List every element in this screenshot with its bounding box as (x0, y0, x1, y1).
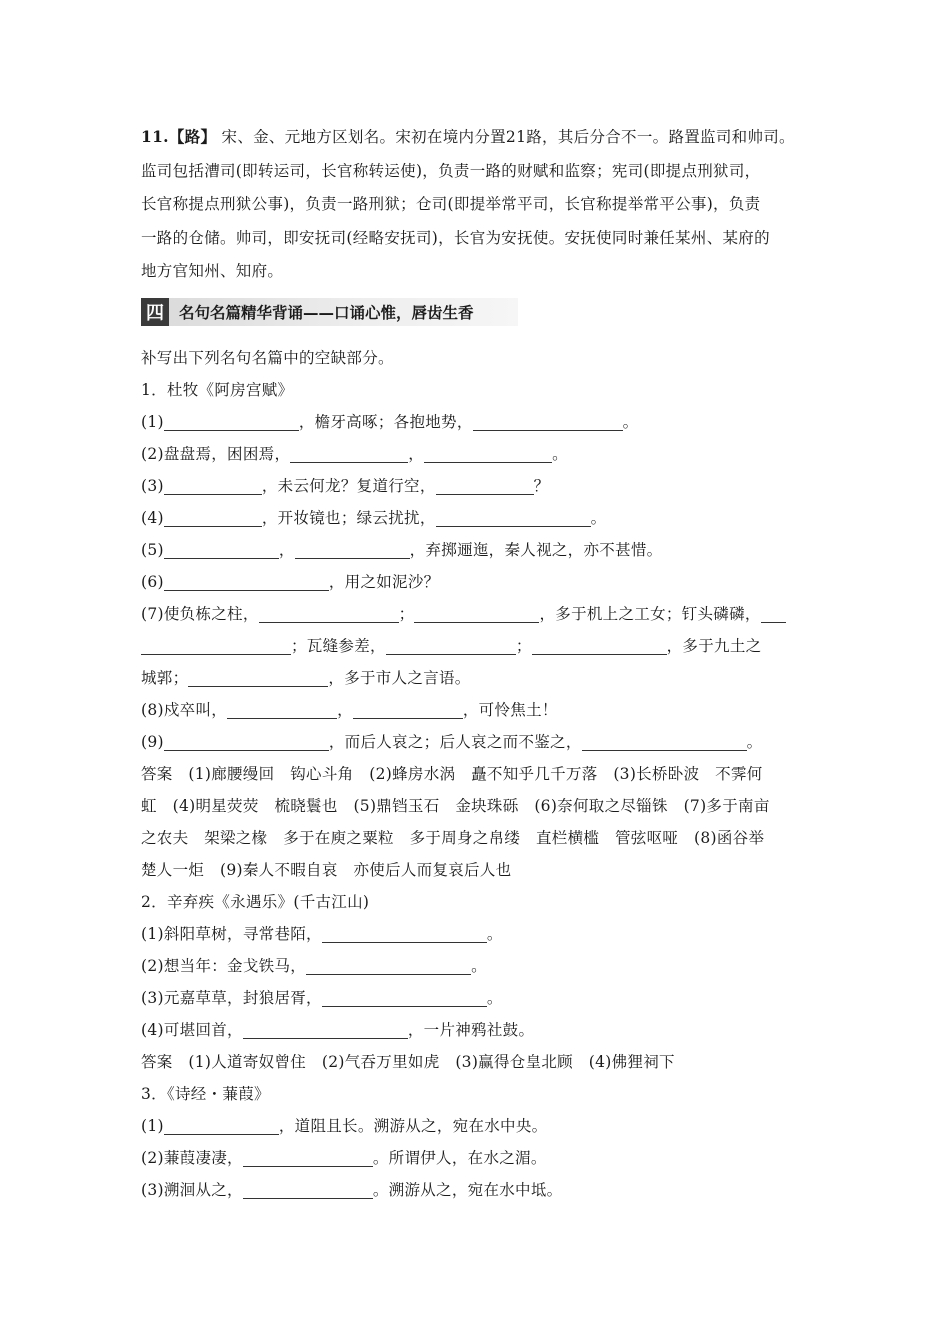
intro-line: 11.【路】 宋、金、元地方区划名。宋初在境内分置21路，其后分合不一。路置监司和帅司。 (141, 127, 795, 146)
fill-blank[interactable] (164, 538, 279, 559)
fill-blank[interactable] (227, 698, 337, 719)
fill-blank[interactable] (243, 1178, 373, 1199)
exercise-content (141, 342, 821, 1206)
q1-item-9: (9) ，而后人哀之；后人哀之而不鉴之， 。 (141, 726, 821, 758)
fill-blank[interactable] (582, 730, 747, 751)
q2-item-3: (3)元嘉草草，封狼居胥， 。 (141, 982, 821, 1014)
q1-item-6: (6) ，用之如泥沙？ (141, 566, 821, 598)
section-title: 名句名篇精华背诵——口诵心惟，唇齿生香 (179, 304, 474, 322)
intro-line: 地方官知州、知府。 (141, 262, 284, 280)
fill-blank[interactable] (188, 666, 328, 687)
fill-blank[interactable] (424, 442, 552, 463)
q1-item-7-cont: ；瓦缝参差， ； ，多于九土之 (141, 630, 821, 662)
fill-blank[interactable] (164, 474, 262, 495)
intro-paragraph (141, 120, 821, 289)
instruction: 补写出下列名句名篇中的空缺部分。 (141, 349, 394, 367)
fill-blank[interactable] (164, 410, 299, 431)
q1-answer-line: 之农夫 架梁之椽 多于在庾之粟粒 多于周身之帛缕 直栏横槛 管弦呕哑 (8)函谷举 (141, 829, 765, 847)
section-number-badge: 四 (141, 298, 169, 326)
q3-item-1: (1) ，道阻且长。溯游从之，宛在水中央。 (141, 1110, 821, 1142)
fill-blank[interactable] (436, 474, 534, 495)
q1-item-8: (8)戍卒叫， ， ，可怜焦土！ (141, 694, 821, 726)
q2-item-4: (4)可堪回首， ，一片神鸦社鼓。 (141, 1014, 821, 1046)
q1-title: 1．杜牧《阿房宫赋》 (141, 381, 294, 399)
q2-answer: 答案 (1)人道寄奴曾住 (2)气吞万里如虎 (3)赢得仓皇北顾 (4)佛狸祠下 (141, 1053, 675, 1071)
fill-blank[interactable] (243, 1018, 408, 1039)
intro-line: 一路的仓储。帅司，即安抚司(经略安抚司)，长官为安抚使。安抚使同时兼任某州、某府的 (141, 228, 770, 247)
fill-blank[interactable] (243, 1146, 373, 1167)
q1-item-7-cont2: 城郭； ，多于市人之言语。 (141, 662, 821, 694)
fill-blank[interactable] (259, 602, 399, 623)
fill-blank[interactable] (436, 506, 591, 527)
q1-answer-line: 答案 (1)廊腰缦回 钩心斗角 (2)蜂房水涡 矗不知乎几千万落 (3)长桥卧波 不霁何 (141, 765, 763, 783)
fill-blank[interactable] (353, 698, 463, 719)
q1-answer-line: 虹 (4)明星荧荧 梳晓鬟也 (5)鼎铛玉石 金块珠砾 (6)奈何取之尽锱铢 (7)多于南亩 (141, 797, 770, 815)
q2-item-2: (2)想当年：金戈铁马， 。 (141, 950, 821, 982)
q2-item-1: (1)斜阳草树，寻常巷陌， 。 (141, 918, 821, 950)
fill-blank[interactable] (414, 602, 539, 623)
fill-blank[interactable] (164, 730, 329, 751)
q3-item-3: (3)溯洄从之， 。溯游从之，宛在水中坻。 (141, 1174, 821, 1206)
q1-item-1: (1) ，檐牙高啄；各抱地势， 。 (141, 406, 821, 438)
q1-item-3: (3) ，未云何龙？复道行空， ？ (141, 470, 821, 502)
fill-blank[interactable] (473, 410, 623, 431)
fill-blank[interactable] (164, 1114, 279, 1135)
q1-item-5: (5) ， ，弃掷逦迤，秦人视之，亦不甚惜。 (141, 534, 821, 566)
fill-blank[interactable] (322, 986, 487, 1007)
fill-blank[interactable] (164, 506, 262, 527)
fill-blank[interactable] (295, 538, 410, 559)
fill-blank[interactable] (386, 634, 516, 655)
q3-title: 3．《诗经・蒹葭》 (141, 1085, 270, 1103)
q1-item-4: (4) ，开妆镜也；绿云扰扰， 。 (141, 502, 821, 534)
intro-label: 11.【路】 (141, 127, 217, 146)
fill-blank[interactable] (290, 442, 408, 463)
section-header (141, 298, 518, 326)
q1-item-7: (7)使负栋之柱， ； ，多于机上之工女；钉头磷磷， (141, 598, 821, 630)
fill-blank[interactable] (141, 634, 291, 655)
intro-line: 长官称提点刑狱公事)，负责一路刑狱；仓司(即提举常平司，长官称提举常平公事)，负责 (141, 195, 761, 213)
q2-title: 2．辛弃疾《永遇乐》(千古江山) (141, 893, 370, 911)
fill-blank[interactable] (761, 602, 786, 623)
fill-blank[interactable] (306, 954, 471, 975)
fill-blank[interactable] (164, 570, 329, 591)
q1-item-2: (2)盘盘焉，困困焉， ， 。 (141, 438, 821, 470)
fill-blank[interactable] (532, 634, 667, 655)
fill-blank[interactable] (322, 922, 487, 943)
intro-line: 监司包括漕司(即转运司，长官称转运使)，负责一路的财赋和监察；宪司(即提点刑狱司， (141, 161, 761, 180)
q1-answer-line: 楚人一炬 (9)秦人不暇自哀 亦使后人而复哀后人也 (141, 861, 512, 879)
q3-item-2: (2)蒹葭凄凄， 。所谓伊人，在水之湄。 (141, 1142, 821, 1174)
